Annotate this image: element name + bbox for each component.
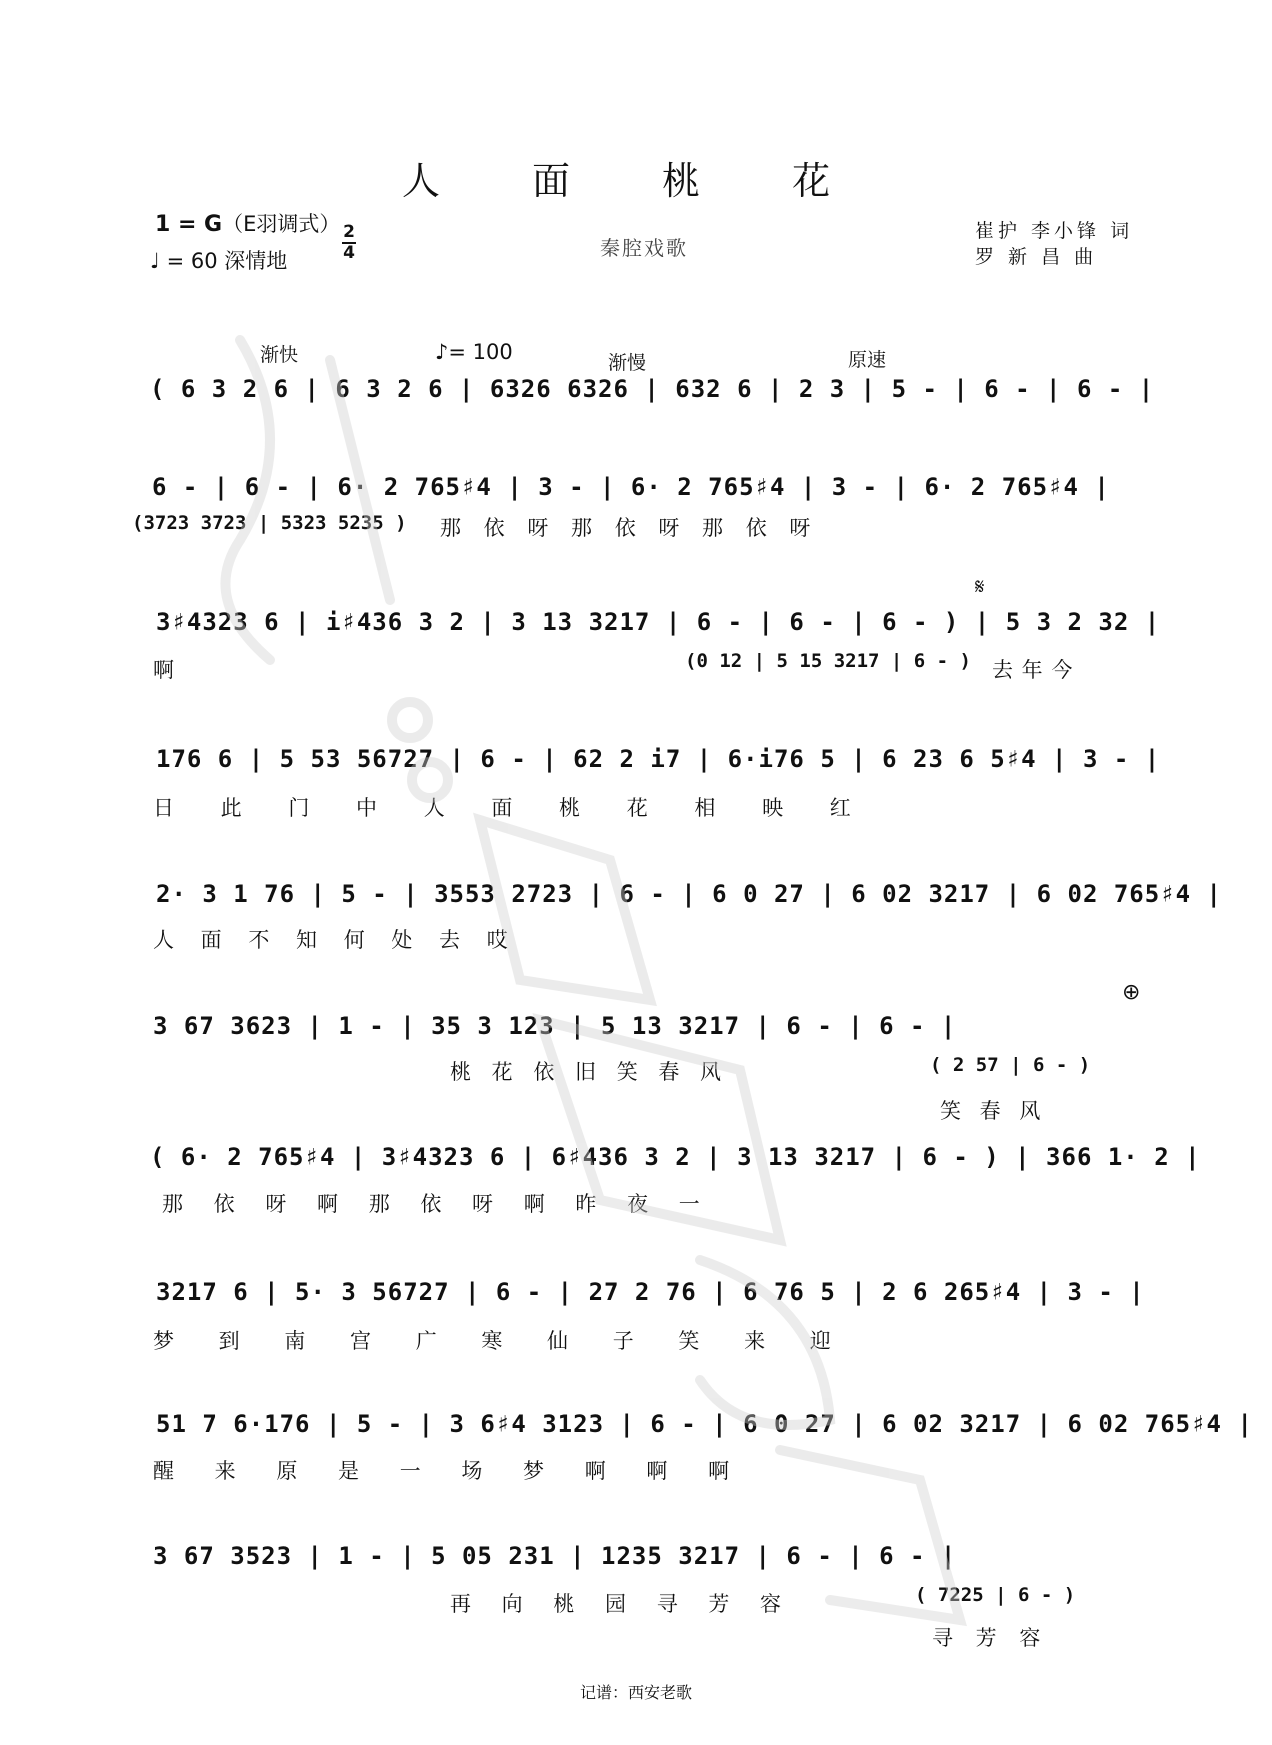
- time-signature: [342, 224, 356, 262]
- notation-line-2: 6 - | 6 - | 6· 2 765♯4 | 3 - | 6· 2 765♯4 | 3 - | 6· 2 765♯4 |: [152, 473, 1110, 501]
- key-main: 1 = G: [155, 212, 223, 237]
- notation-line-3: 3♯4323 6 | i♯436 3 2 | 3 13 3217 | 6 - | 6 - | 6 - ) | 5 3 2 32 |: [156, 608, 1161, 636]
- lyrics-line-10: 再 向 桃 园 寻 芳 容: [450, 1592, 782, 1616]
- tempo: [150, 245, 287, 275]
- lyrics-line-9: 醒 来 原 是 一 场 梦 啊 啊 啊: [153, 1459, 730, 1483]
- lyrics-line-8: 梦 到 南 宫 广 寒 仙 子 笑 来 迎: [153, 1329, 831, 1353]
- key-signature: [155, 208, 340, 238]
- page-title: 人 面 桃 花: [401, 159, 871, 203]
- tempo-change-mark: ♪= 100: [435, 340, 513, 364]
- notation-line-1: ( 6 3 2 6 | 6 3 2 6 | 6326 6326 | 632 6 | 2 3 | 5 - | 6 - | 6 - |: [150, 375, 1155, 403]
- lyrics-line-7: 那 依 呀 啊 那 依 呀 啊 昨 夜 一: [162, 1192, 700, 1216]
- lyrics-line-3b: 去 年 今: [992, 658, 1074, 682]
- tempo-expression: 深情地: [224, 249, 288, 273]
- notation-line-2-sub: (3723 3723 | 5323 5235 ): [132, 512, 407, 534]
- notation-line-8: 3217 6 | 5· 3 56727 | 6 - | 27 2 76 | 6 76 5 | 2 6 265♯4 | 3 - |: [156, 1278, 1145, 1306]
- notation-line-4: 176 6 | 5 53 56727 | 6 - | 62 2 i7 | 6·i76 5 | 6 23 6 5♯4 | 3 - |: [156, 745, 1161, 773]
- notation-line-6: 3 67 3623 | 1 - | 35 3 123 | 5 13 3217 | 6 - | 6 - |: [153, 1012, 957, 1040]
- time-bottom: 4: [343, 243, 355, 263]
- lyrics-line-10b: 寻 芳 容: [932, 1626, 1041, 1650]
- watermark-graphic: [180, 300, 1080, 1700]
- notation-line-10-sub: ( 7225 | 6 - ): [915, 1584, 1076, 1606]
- lyrics-line-3a: 啊: [153, 658, 175, 682]
- lyricists: 崔护 李小锋 词: [975, 220, 1134, 242]
- tempo-value: = 60: [166, 249, 218, 273]
- faster-mark: 渐快: [260, 344, 299, 366]
- notation-line-3-sub: (0 12 | 5 15 3217 | 6 - ): [685, 650, 971, 672]
- quarter-note-icon: ♩: [150, 249, 160, 273]
- footer-credit: 记谱：西安老歌: [579, 1683, 692, 1702]
- key-mode: （E羽调式）: [222, 212, 341, 236]
- notation-line-6-sub: ( 2 57 | 6 - ): [930, 1054, 1091, 1076]
- notation-line-9: 51 7 6·176 | 5 - | 3 6♯4 3123 | 6 - | 6 0 27 | 6 02 3217 | 6 02 765♯4 |: [156, 1410, 1253, 1438]
- slower-mark: 渐慢: [608, 352, 647, 374]
- lyrics-line-4: 日 此 门 中 人 面 桃 花 相 映 红: [153, 796, 851, 820]
- credits: [975, 218, 1133, 270]
- original-tempo-mark: 原速: [848, 349, 887, 371]
- composer: 罗 新 昌 曲: [975, 246, 1098, 268]
- coda-icon: ⊕: [1122, 980, 1141, 1005]
- segno-icon: 𝄋: [975, 575, 985, 600]
- lyrics-line-5: 人 面 不 知 何 处 去 哎: [153, 928, 508, 952]
- lyrics-line-6: 桃 花 依 旧 笑 春 风: [450, 1060, 722, 1084]
- notation-line-10: 3 67 3523 | 1 - | 5 05 231 | 1235 3217 | 6 - | 6 - |: [153, 1542, 957, 1570]
- notation-line-5: 2· 3 1 76 | 5 - | 3553 2723 | 6 - | 6 0 27 | 6 02 3217 | 6 02 765♯4 |: [156, 880, 1222, 908]
- lyrics-line-6b: 笑 春 风: [940, 1099, 1041, 1123]
- time-top: 2: [343, 222, 355, 242]
- lyrics-line-2: 那 依 呀 那 依 呀 那 依 呀: [440, 516, 811, 540]
- genre: 秦腔戏歌: [600, 236, 688, 260]
- notation-line-7: ( 6· 2 765♯4 | 3♯4323 6 | 6♯436 3 2 | 3 13 3217 | 6 - ) | 366 1· 2 |: [150, 1143, 1201, 1171]
